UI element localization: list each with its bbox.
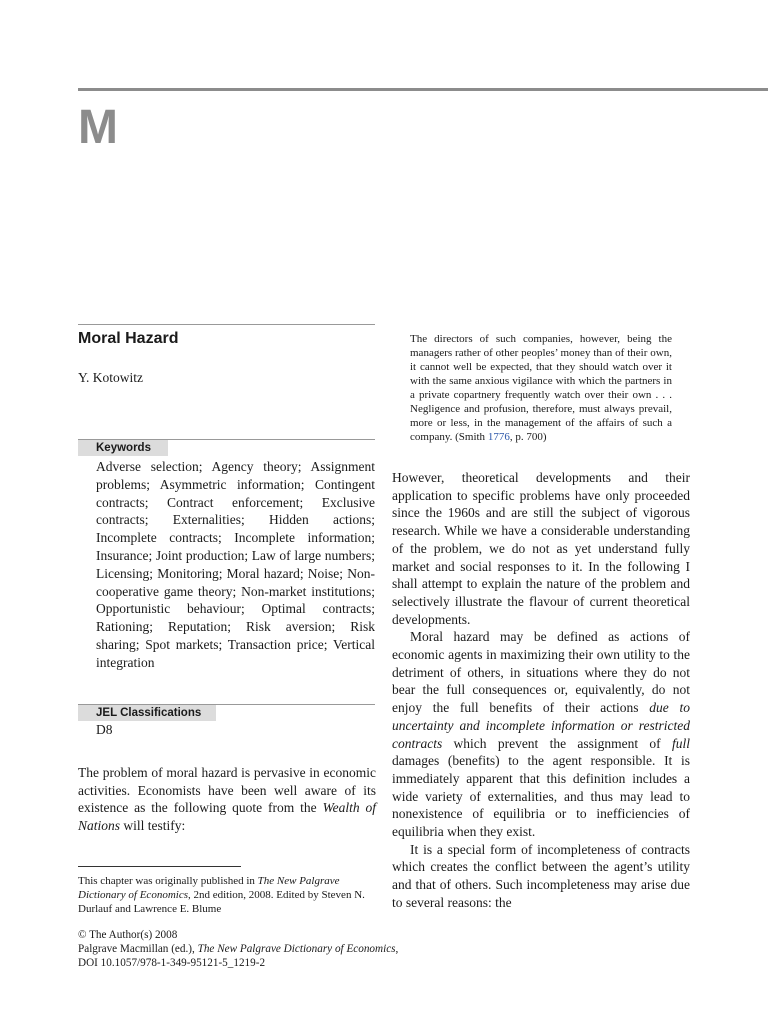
chapter-letter: M	[78, 101, 118, 154]
keywords-label: Keywords	[78, 440, 168, 456]
copyright-line: © The Author(s) 2008	[78, 929, 178, 941]
publisher-line: Palgrave Macmillan (ed.), The New Palgrave Dictionary of Economics,	[78, 943, 399, 956]
citation-link[interactable]: 1776	[487, 431, 510, 443]
keywords-list: Adverse selection; Agency theory; Assignment problems; Asymmetric information; Contingent contracts; Contract enforcement; Exclusive contracts; Externalities; Hidden actions; Incomplete contracts; Incomplete information; Insurance; Joint production; Law of large numbers; Licensing; Monitoring; Moral hazard; Noise; Non-cooperative game theory; Non-market institutions; Opportunistic behaviour; Optimal contracts; Rationing; Reputation; Risk aversion; Risk sharing; Spot markets; Transaction price; Vertical integration	[96, 459, 375, 670]
paragraph-definition: Moral hazard may be defined as actions of economic agents in maximizing their own utility to the detriment of others, in situations where they do not bear the full consequences or, equivalently, do not enjoy the full benefits of their actions due to uncertainty and incomplete information or restricted contracts which prevent the assignment of full damages (benefits) to the agent responsible. It is immediately apparent that this definition includes a wide variety of externalities, and thus may lead to nonexistence of equilibria or to inefficiencies of equilibria when they exist.	[392, 629, 690, 840]
smith-quote: The directors of such companies, however, being the managers rather of other peoples’ money than of their own, it cannot well be expected, that they should watch over it with the same anxious vigilance with which the partners in a private copartnery frequently watch over their own . . . Negligence and profusion, therefore, must always prevail, more or less, in the management of the affairs of such a company. (Smith 1776, p. 700)	[410, 333, 672, 443]
footnote: This chapter was originally published in The New Palgrave Dictionary of Economics, 2nd edition, 2008. Edited by Steven N. Durlauf and Lawrence E. Blume	[78, 875, 365, 916]
article-title: Moral Hazard	[78, 330, 179, 347]
doi-line: DOI 10.1057/978-1-349-95121-5_1219-2	[78, 957, 266, 970]
footnote-rule	[78, 866, 241, 867]
paragraph-history: However, theoretical developments and their application to specific problems have only proceeded since the 1960s and are still the subject of vigorous research. While we have a considerable understanding of the problem, we do not as yet understand fully market and social responses to it. In the following I shall attempt to explain the nature of the problem and selectively illustrate the flavour of current theoretical developments.	[392, 470, 690, 627]
paragraph-incompleteness: It is a special form of incompleteness of contracts which creates the conflict between the agent’s utility and that of others. Such incompleteness may arise due to several reasons: the	[392, 841, 690, 910]
jel-code: D8	[96, 722, 113, 737]
author-name: Y. Kotowitz	[78, 370, 144, 385]
right-column	[392, 469, 690, 912]
title-rule	[78, 324, 375, 325]
jel-label: JEL Classifications	[78, 705, 216, 721]
intro-paragraph: The problem of moral hazard is pervasive in economic activities. Economists have been well aware of its existence as the following quote from the Wealth of Nations will testify:	[78, 765, 376, 834]
header-rule	[78, 88, 768, 91]
copyright-block	[78, 928, 478, 971]
